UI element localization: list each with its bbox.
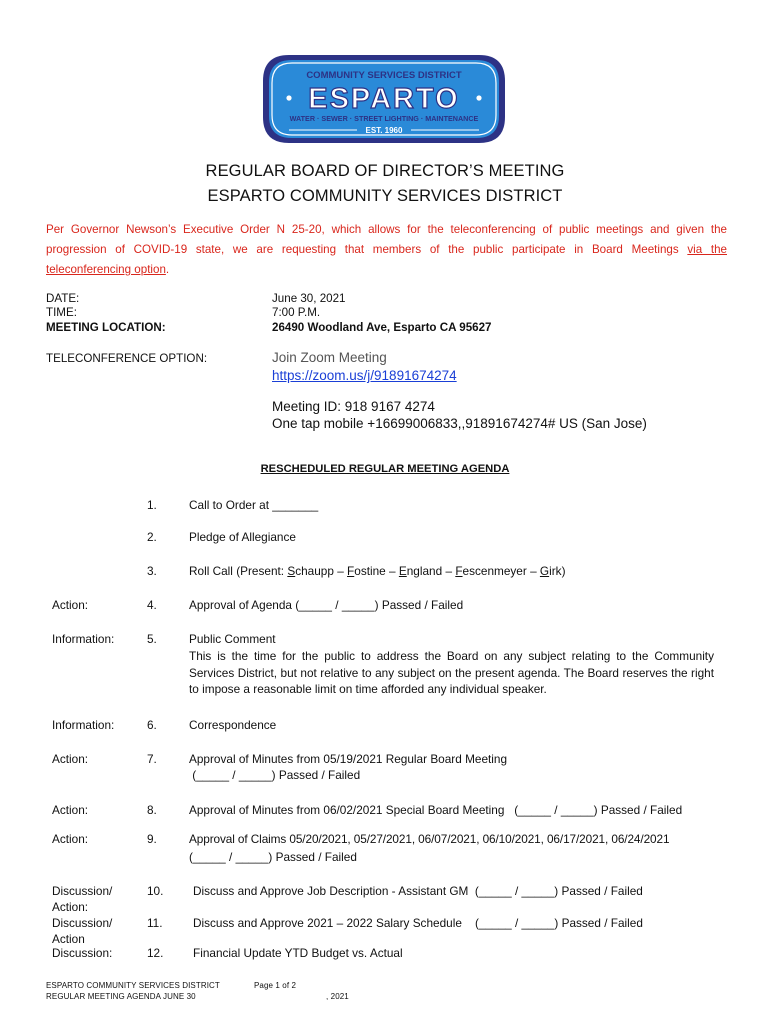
member-name: ngland (406, 564, 443, 578)
agenda-item-job-description: Discuss and Approve Job Description - Assistant GM (_____ / _____) Passed / Failed (193, 884, 643, 898)
member-initial: E (398, 564, 407, 578)
agenda-item-number: 10. (147, 884, 164, 898)
agenda-item-type: Action: (52, 598, 89, 612)
agenda-item-type: Discussion/ (52, 916, 113, 930)
member-name: irk (549, 564, 562, 578)
member-name: ostine (354, 564, 386, 578)
agenda-item-minutes-0519-vote: (_____ / _____) Passed / Failed (189, 768, 361, 782)
agenda-item-claims-vote: (_____ / _____) Passed / Failed (189, 850, 357, 864)
time-value: 7:00 P.M. (272, 306, 321, 319)
roll-call-suffix: ) (561, 564, 566, 578)
agenda-item-financial-update: Financial Update YTD Budget vs. Actual (193, 946, 403, 960)
agenda-item-number: 11. (147, 916, 163, 930)
footer-district: ESPARTO COMMUNITY SERVICES DISTRICT (46, 981, 220, 990)
agenda-item-number: 9. (147, 832, 157, 846)
agenda-item-roll-call (189, 564, 566, 578)
date-value: June 30, 2021 (272, 292, 346, 305)
agenda-item-approval-of-claims: Approval of Claims 05/20/2021, 05/27/2021, 06/07/2021, 06/10/2021, 06/17/2021, 06/24/2021 (189, 832, 670, 846)
footer-page-number: Page 1 of 2 (254, 981, 297, 990)
notice-line-1: Per Governor Newson’s Executive Order N 25-20, which allows for the teleconferencing of public meetings and given the (46, 223, 727, 236)
member-initial: F (347, 564, 355, 578)
location-label: MEETING LOCATION: (46, 321, 166, 334)
footer-year: , 2021 (326, 992, 349, 1001)
district-title: ESPARTO COMMUNITY SERVICES DISTRICT (207, 187, 563, 205)
separator: – (526, 564, 540, 578)
public-comment-description: This is the time for the public to address the Board on any subject relating to the Community Services District, but not relative to any subject on the present agenda. The Board reserves the right to impose a reasonable limit on time afforded any individual speaker. (189, 649, 714, 696)
member-name: chaupp (295, 564, 334, 578)
logo-est: EST. 1960 (365, 126, 403, 135)
meeting-id: Meeting ID: 918 9167 4274 (272, 399, 435, 414)
notice-line-2 (46, 240, 727, 260)
agenda-item-minutes-0519: Approval of Minutes from 05/19/2021 Regular Board Meeting (189, 752, 508, 766)
agenda-item-number: 2. (147, 530, 157, 544)
agenda-item-number: 4. (147, 598, 157, 612)
notice-line-3 (46, 260, 727, 280)
agenda-item-type: Action: (52, 752, 89, 766)
date-label: DATE: (46, 292, 80, 305)
agenda-item-correspondence: Correspondence (189, 718, 277, 732)
agenda-item-pledge: Pledge of Allegiance (189, 530, 296, 544)
notice-line-3-suffix: . (165, 263, 170, 276)
teleconference-label: TELECONFERENCE OPTION: (46, 352, 208, 365)
teleconferencing-option-link[interactable]: teleconferencing option (46, 263, 166, 276)
location-value: 26490 Woodland Ave, Esparto CA 95627 (272, 321, 492, 334)
logo-dot-icon (476, 95, 481, 100)
agenda-heading: RESCHEDULED REGULAR MEETING AGENDA (260, 463, 510, 475)
agenda-item-type-2: Action: (52, 900, 89, 914)
agenda-item-number: 12. (147, 946, 164, 960)
logo-dot-icon (286, 95, 291, 100)
one-tap-mobile: One tap mobile +16699006833,,91891674274# US (San Jose) (272, 416, 647, 431)
logo-top-text: COMMUNITY SERVICES DISTRICT (306, 70, 462, 81)
agenda-item-call-to-order: Call to Order at _______ (189, 498, 319, 512)
separator: – (385, 564, 399, 578)
agenda-item-salary-schedule: Discuss and Approve 2021 – 2022 Salary Schedule (_____ / _____) Passed / Failed (193, 916, 643, 930)
agenda-item-approval-of-agenda: Approval of Agenda (_____ / _____) Passed / Failed (189, 598, 464, 612)
agenda-item-number: 5. (147, 632, 157, 646)
separator: – (333, 564, 348, 578)
district-logo (259, 51, 509, 147)
covid-notice (46, 220, 727, 280)
member-initial: S (287, 564, 296, 578)
member-initial: G (539, 564, 550, 578)
agenda-item-public-comment: Public Comment (189, 632, 276, 646)
separator: – (442, 564, 456, 578)
agenda-item-number: 8. (147, 803, 157, 817)
notice-line-2-text: progression of COVID-19 state, we are requesting that members of the public participate in Board Meetings (46, 243, 688, 256)
roll-call-prefix: Roll Call (Present: (189, 564, 288, 578)
member-name: escenmeyer (462, 564, 527, 578)
footer-agenda-name: REGULAR MEETING AGENDA JUNE 30 (46, 992, 196, 1001)
agenda-item-type: Discussion/ (52, 884, 113, 898)
agenda-item-type: Information: (52, 632, 115, 646)
agenda-item-number: 7. (147, 752, 157, 766)
agenda-item-type-2: Action (52, 932, 85, 946)
agenda-item-number: 1. (147, 498, 157, 512)
logo-name: ESPARTO (308, 83, 460, 115)
meeting-title: REGULAR BOARD OF DIRECTOR’S MEETING (205, 162, 565, 180)
agenda-item-minutes-0602: Approval of Minutes from 06/02/2021 Special Board Meeting (_____ / _____) Passed / Failed (189, 803, 683, 817)
logo-services: WATER · SEWER · STREET LIGHTING · MAINTENANCE (289, 114, 479, 123)
agenda-item-number: 6. (147, 718, 157, 732)
notice-link-part-1[interactable]: via the (687, 243, 727, 256)
district-logo-graphic (259, 51, 509, 147)
agenda-item-type: Information: (52, 718, 115, 732)
time-label: TIME: (46, 306, 77, 319)
agenda-item-type: Discussion: (52, 946, 113, 960)
member-initial: F (455, 564, 463, 578)
zoom-link[interactable]: https://zoom.us/j/91891674274 (272, 368, 457, 383)
join-zoom-text: Join Zoom Meeting (272, 350, 387, 365)
agenda-item-type: Action: (52, 832, 89, 846)
agenda-item-type: Action: (52, 803, 89, 817)
agenda-item-number: 3. (147, 564, 157, 578)
